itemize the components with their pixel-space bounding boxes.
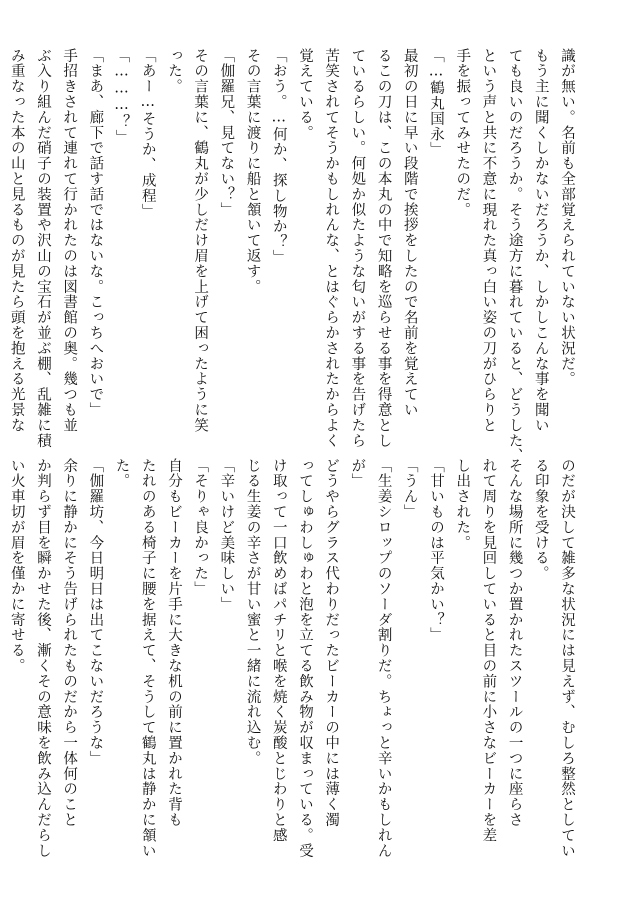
text-line: った。 xyxy=(165,48,182,95)
text-line: 手を振ってみせたのだ。 xyxy=(454,48,471,218)
text-line: る印象を受ける。 xyxy=(532,458,549,582)
text-line: 「伽羅兄、見てない？」 xyxy=(218,48,235,218)
text-line: ても良いのだろうか。そう途方に暮れていると、どうした、 xyxy=(506,48,523,464)
text-line: たれのある椅子に腰を据えて、そうして鶴丸は静かに頷い xyxy=(139,458,156,859)
text-line: その言葉に渡りに船と頷いて返す。 xyxy=(244,48,261,295)
text-line: のだが決して雑多な状況には見えず、むしろ整然としてい xyxy=(559,458,575,859)
text-line: 自分もビーカーを片手に大きな机の前に置かれた背も xyxy=(165,458,182,828)
text-line: どうやらグラス代わりだったビーカーの中には薄く濁 xyxy=(323,458,340,828)
text-line: 「そりゃ良かった」 xyxy=(192,458,209,597)
text-line: 「生姜シロップのソーダ割りだ。ちょっと辛いかもしれん xyxy=(375,458,392,859)
text-line: し出された。 xyxy=(454,458,471,551)
bottom-text-block xyxy=(8,458,580,859)
text-line: 「あー…そうか、成程」 xyxy=(139,48,156,219)
text-line: 「伽羅坊、今日明日は出てこないだろうな」 xyxy=(87,458,104,766)
text-line: じる生姜の辛さが甘い蜜と一緒に流れ込む。 xyxy=(244,458,261,766)
text-line: ぶ入り組んだ硝子の装置や沢山の宝石が並ぶ棚、乱雑に積 xyxy=(34,48,51,449)
text-line: 最初の日に早い段階で挨拶をしたので名前を覚えてい xyxy=(401,48,418,418)
text-line: ているらしい。何処か似たような匂いがする事を告げたら xyxy=(349,48,366,449)
text-line: 手招きされて連れて行かれたのは図書館の奥。幾つも並 xyxy=(61,48,78,433)
text-line: その言葉に、鶴丸が少しだけ眉を上げて困ったように笑 xyxy=(192,48,209,433)
text-line: という声と共に不意に現れた真っ白い姿の刀がひらりと xyxy=(480,48,497,433)
text-line: み重なった本の山と見るものが見たら頭を抱える光景な xyxy=(8,48,25,433)
text-line: そんな場所に幾つか置かれたスツールの一つに座らさ xyxy=(506,458,523,828)
text-line: け取って一口飲めばパチリと喉を焼く炭酸とじわりと感 xyxy=(270,458,287,843)
text-line: い火車切が眉を僅かに寄せる。 xyxy=(8,458,25,674)
text-line: 覚えている。 xyxy=(296,48,313,141)
text-line: 識が無い。名前も全部覚えられていない状況だ。 xyxy=(559,48,575,387)
top-text-block xyxy=(8,48,580,464)
text-line: 「辛いけど美味しい」 xyxy=(218,458,235,612)
text-line: れて周りを見回していると目の前に小さなビーカーを差 xyxy=(480,458,497,843)
text-line: 「まあ、廊下で話す話ではないな。こっちへおいで」 xyxy=(87,48,104,418)
text-line: 「おう。…何か、探し物か？」 xyxy=(270,48,287,266)
text-line: 「甘いものは平気かい？」 xyxy=(427,458,444,643)
text-line: か判らず目を瞬かせた後、漸くその意味を飲み込んだらし xyxy=(34,458,51,859)
text-line: 「うん」 xyxy=(401,458,418,520)
text-line: が」 xyxy=(349,458,366,489)
text-line: ってしゅわしゅわと泡を立てる飲み物が収まっている。受 xyxy=(296,458,313,859)
text-line: もう主に聞くしかないだろうか、しかしこんな事を聞い xyxy=(532,48,549,433)
text-line: 余りに静かにそう告げられたものだから一体何のこと xyxy=(61,458,78,828)
text-line: 「………？」 xyxy=(113,48,130,145)
text-line: 苦笑されてそうかもしれんな、とはぐらかされたからよく xyxy=(323,48,340,449)
text-line: るこの刀は、この本丸の中で知略を巡らせる事を得意とし xyxy=(375,48,392,449)
text-line: た。 xyxy=(113,458,130,489)
text-line: 「…鶴丸国永」 xyxy=(427,48,444,158)
